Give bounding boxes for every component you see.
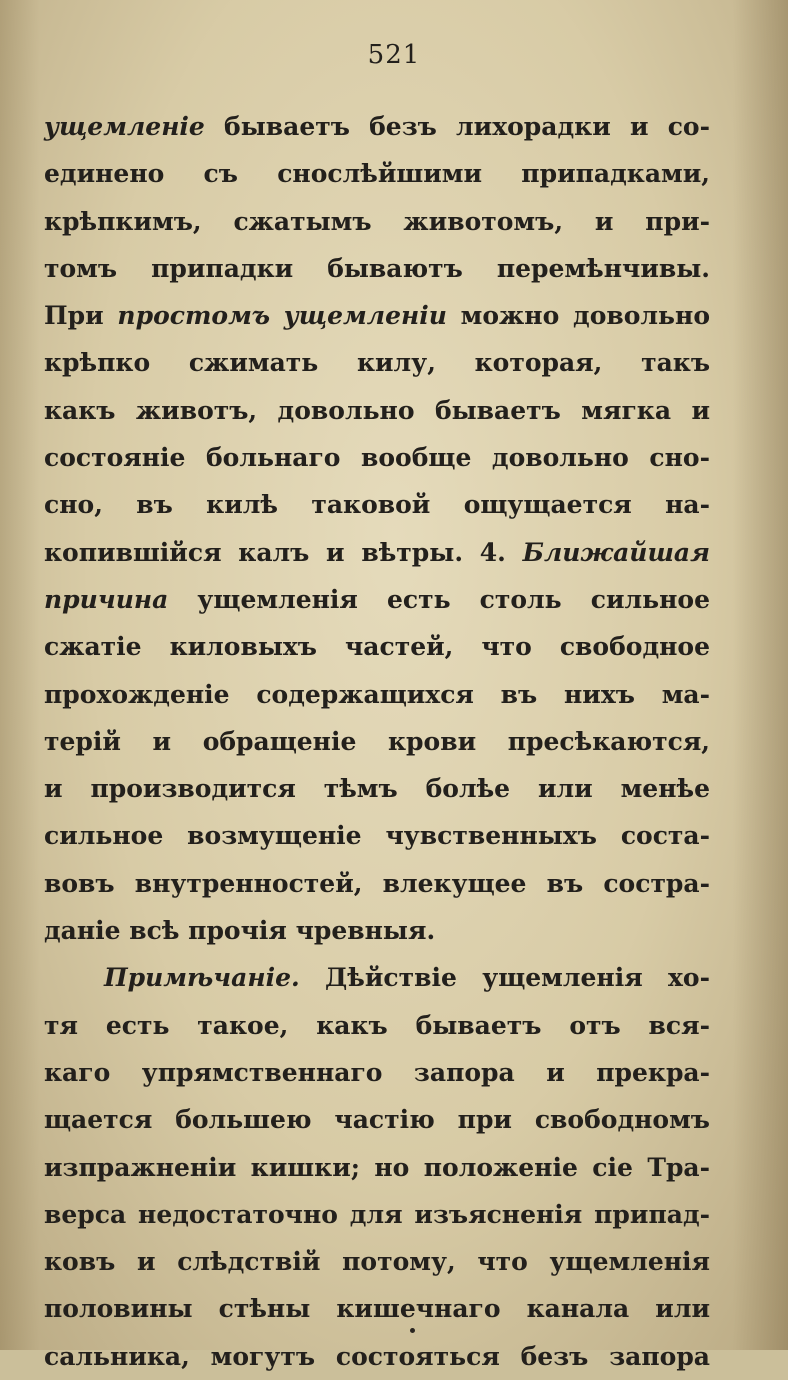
italic-term: ущемленіе [44, 112, 205, 141]
text-line: какъ животъ, довольно бываетъ мягка и [44, 395, 710, 425]
text-line: сальника, могутъ состояться безъ запора [44, 1341, 710, 1371]
italic-term: Примѣчаніе. [104, 963, 300, 993]
text-line [44, 576, 710, 623]
italic-term: Ближайшая [522, 537, 710, 567]
text-line: томъ припадки бываютъ перемѣнчивы. [44, 253, 710, 283]
text-line: состояніе больнаго вообще довольно сно- [44, 443, 710, 473]
text-line: сжатіе киловыхъ частей, что свободное [44, 632, 710, 662]
text-line: даніе всѣ прочія чревныя. [44, 916, 436, 946]
italic-term: причина [44, 584, 169, 614]
text-line: изпражненіи кишки; но положеніе сіе Тра- [44, 1152, 710, 1182]
text-run: бываетъ безъ лихорадки и со- [204, 112, 710, 141]
text-run: копившійся калъ и вѣтры. 4. [44, 537, 523, 567]
text-line: половины стѣны кишечнаго канала или [44, 1294, 710, 1324]
body-text [44, 103, 710, 1380]
text-line: терій и обращеніе крови пресѣкаются, [44, 726, 710, 756]
text-line: крѣпкимъ, сжатымъ животомъ, и при- [44, 206, 710, 236]
text-line: ковъ и слѣдствій потому, что ущемленія [44, 1247, 710, 1277]
text-run: можно довольно [446, 301, 710, 331]
text-line: сно, въ килѣ таковой ощущается на- [44, 490, 710, 520]
text-line [44, 529, 710, 576]
text-line: верса недостаточно для изъясненія припад- [44, 1199, 710, 1229]
text-line: единено съ снослѣйшими припадками, [44, 159, 710, 189]
text-run: Дѣйствіе ущемленія хо- [299, 963, 710, 993]
text-run: ущемленія есть столь сильное [168, 584, 710, 614]
text-line [44, 103, 710, 150]
text-line: вовъ внутренностей, влекущее въ сострa- [44, 868, 710, 898]
text-line: прохожденіе содержащихся въ нихъ ма- [44, 679, 710, 709]
text-run: При [44, 301, 118, 331]
text-line: каго упрямственнаго запора и прекра- [44, 1057, 710, 1087]
text-line: щается большею частію при свободномъ [44, 1105, 710, 1135]
text-line: тя есть такое, какъ бываетъ отъ вся- [44, 1010, 710, 1040]
text-line [44, 954, 710, 1001]
text-line: сильное возмущеніе чувственныхъ соста- [44, 821, 710, 851]
ink-dot [410, 1328, 415, 1333]
text-line: крѣпко сжимать килу, которая, такъ [44, 348, 710, 378]
italic-term: простомъ ущемленіи [117, 301, 447, 331]
text-line: и производится тѣмъ болѣе или менѣе [44, 774, 710, 804]
text-line [44, 292, 710, 339]
page-number: 521 [367, 40, 421, 70]
